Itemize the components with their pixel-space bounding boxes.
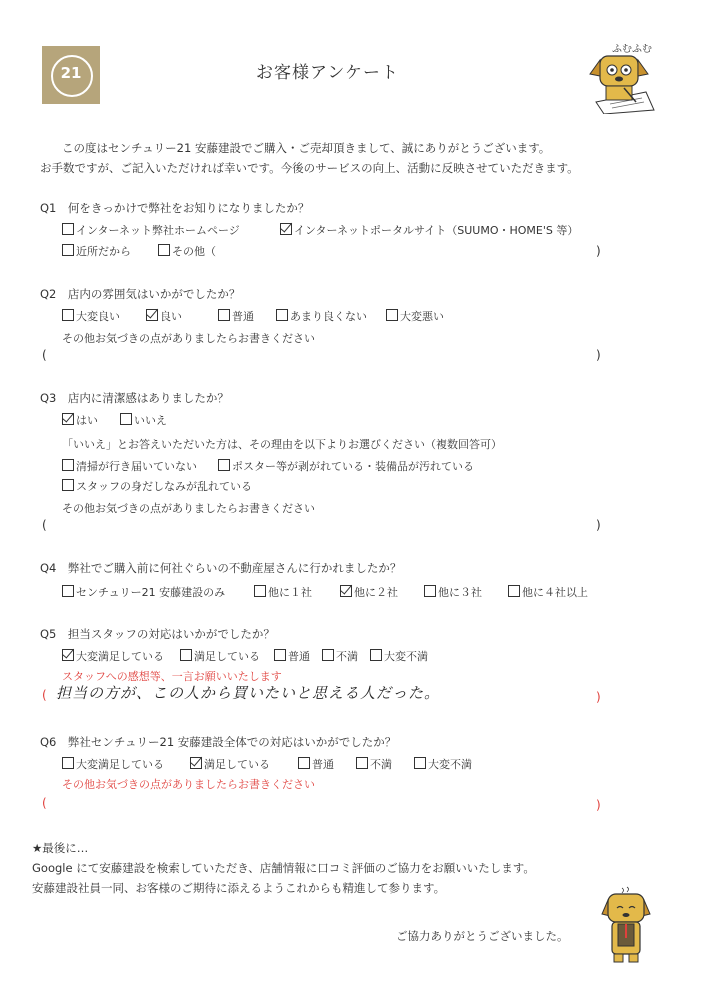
q6-comment-note: その他お気づきの点がありましたらお書きください (62, 778, 315, 791)
q1-option-homepage[interactable] (62, 222, 240, 238)
q4-option-4-plus[interactable] (508, 584, 588, 600)
dog-mascot-bowing-icon (600, 886, 652, 966)
option-label: いいえ (134, 414, 167, 427)
option-label: 普通 (232, 310, 254, 323)
option-label: スタッフの身だしなみが乱れている (76, 480, 252, 493)
q2-option-good[interactable] (146, 308, 182, 324)
checkbox-checked[interactable] (62, 649, 74, 661)
checkbox[interactable] (120, 413, 132, 425)
q6-option-satisfied[interactable] (190, 756, 270, 772)
q2-option-not-good[interactable] (276, 308, 367, 324)
q4-option-3-others[interactable] (424, 584, 482, 600)
option-label: はい (76, 414, 98, 427)
q4-option-1-other[interactable] (254, 584, 312, 600)
q2-question: Q2 店内の雰囲気はいかがでしたか？ (40, 287, 241, 301)
q3-comment-note: その他お気づきの点がありましたらお書きください (62, 502, 315, 515)
option-label: あまり良くない (290, 310, 367, 323)
option-label: 大変満足している (76, 650, 164, 663)
intro-line-2: お手数ですが、ご記入いただければ幸いです。今後のサービスの向上、活動に反映させていただきます。 (40, 161, 579, 175)
q6-option-normal[interactable] (298, 756, 334, 772)
q3-option-yes[interactable] (62, 412, 98, 428)
checkbox[interactable] (370, 649, 382, 661)
option-label: その他（ (172, 245, 216, 258)
checkbox[interactable] (414, 757, 426, 769)
q3-reason-staff-appearance[interactable] (62, 478, 252, 494)
q6-comment-field[interactable] (52, 794, 592, 812)
checkbox-checked[interactable] (280, 223, 292, 235)
q2-option-normal[interactable] (218, 308, 254, 324)
option-label: 他に２社 (354, 586, 398, 599)
checkbox[interactable] (180, 649, 192, 661)
q5-option-satisfied[interactable] (180, 648, 260, 664)
checkbox[interactable] (62, 459, 74, 471)
checkbox[interactable] (158, 244, 170, 256)
logo-text: 21 (60, 64, 82, 82)
checkbox-checked[interactable] (190, 757, 202, 769)
q3-instruction: 「いいえ」とお答えいただいた方は、その理由を以下よりお選びください（複数回答可） (62, 438, 502, 451)
q3-option-no[interactable] (120, 412, 167, 428)
page-title: お客様アンケート (256, 63, 399, 83)
q6-close-paren: ) (596, 798, 601, 812)
option-label: 良い (160, 310, 182, 323)
checkbox[interactable] (62, 223, 74, 235)
mascot-caption: ふむふむ (612, 44, 652, 55)
q2-option-very-good[interactable] (62, 308, 120, 324)
q3-comment-field[interactable] (52, 516, 592, 534)
q5-comment-note: スタッフへの感想等、一言お願いいたします (62, 670, 282, 683)
checkbox[interactable] (254, 585, 266, 597)
checkbox[interactable] (356, 757, 368, 769)
q3-question: Q3 店内に清潔感はありましたか？ (40, 391, 229, 405)
q5-open-paren: ( (42, 688, 47, 702)
checkbox[interactable] (62, 757, 74, 769)
option-label: 他に１社 (268, 586, 312, 599)
checkbox-checked[interactable] (62, 413, 74, 425)
option-label: インターネット弊社ホームページ (76, 224, 240, 237)
option-label: センチュリー21 安藤建設のみ (76, 586, 226, 599)
dog-mascot-writing-icon (586, 52, 658, 114)
option-label: 大変不満 (428, 758, 472, 771)
checkbox[interactable] (218, 309, 230, 321)
q6-option-dissatisfied[interactable] (356, 756, 392, 772)
option-label: ポスター等が剥がれている・装備品が汚れている (232, 460, 474, 473)
q1-option-portal[interactable] (280, 222, 578, 238)
q1-question: Q1 何をきっかけで弊社をお知りになりましたか？ (40, 201, 310, 215)
closing-line-1: Google にて安藤建設を検索していただき、店舗情報に口コミ評価のご協力をお願いいたします。 (32, 861, 535, 875)
closing-line-2: 安藤建設社員一同、お客様のご期待に添えるようこれからも精進して参ります。 (32, 881, 446, 895)
checkbox[interactable] (62, 309, 74, 321)
intro-line-1: この度はセンチュリー21 安藤建設でご購入・ご売却頂きまして、誠にありがとうございます。 (62, 141, 551, 155)
q5-close-paren: ) (596, 690, 601, 704)
checkbox[interactable] (424, 585, 436, 597)
q3-reason-cleaning[interactable] (62, 458, 197, 474)
checkbox[interactable] (508, 585, 520, 597)
option-label: 大変不満 (384, 650, 428, 663)
checkbox[interactable] (386, 309, 398, 321)
q5-handwritten-comment[interactable]: 担当の方が、この人から買いたいと思える人だった。 (56, 684, 441, 702)
option-label: 大変良い (76, 310, 120, 323)
checkbox[interactable] (62, 479, 74, 491)
q5-option-normal[interactable] (274, 648, 310, 664)
checkbox[interactable] (218, 459, 230, 471)
q5-option-dissatisfied[interactable] (322, 648, 358, 664)
century21-logo (42, 46, 100, 104)
q6-question: Q6 弊社センチュリー21 安藤建設全体での対応はいかがでしたか？ (40, 735, 397, 749)
q6-open-paren: ( (42, 796, 47, 810)
checkbox[interactable] (62, 244, 74, 256)
option-label: 満足している (204, 758, 270, 771)
option-label: 大変満足している (76, 758, 164, 771)
closing-heading: ★最後に… (32, 841, 89, 855)
q2-option-very-bad[interactable] (386, 308, 444, 324)
option-label: 清掃が行き届いていない (76, 460, 197, 473)
q3-reason-poster[interactable] (218, 458, 474, 474)
q1-close-paren: ) (596, 244, 601, 258)
closing-thanks: ご協力ありがとうございました。 (396, 929, 569, 943)
option-label: 不満 (370, 758, 392, 771)
q3-open-paren: ( (42, 518, 47, 532)
q5-option-very-satisfied[interactable] (62, 648, 164, 664)
option-label: 不満 (336, 650, 358, 663)
q6-option-very-satisfied[interactable] (62, 756, 164, 772)
q2-comment-field[interactable] (52, 346, 592, 364)
checkbox[interactable] (322, 649, 334, 661)
option-label: 他に４社以上 (522, 586, 588, 599)
option-label: 大変悪い (400, 310, 444, 323)
option-label: 近所だから (76, 245, 131, 258)
option-label: 他に３社 (438, 586, 482, 599)
q4-option-only-us[interactable] (62, 584, 225, 600)
q1-option-other[interactable] (158, 243, 216, 259)
checkbox-checked[interactable] (146, 309, 158, 321)
checkbox-checked[interactable] (340, 585, 352, 597)
q2-open-paren: ( (42, 348, 47, 362)
checkbox[interactable] (298, 757, 310, 769)
option-label: 満足している (194, 650, 260, 663)
option-label: 普通 (312, 758, 334, 771)
q2-comment-note: その他お気づきの点がありましたらお書きください (62, 332, 315, 345)
q4-question: Q4 弊社でご購入前に何社ぐらいの不動産屋さんに行かれましたか？ (40, 561, 402, 575)
checkbox[interactable] (62, 585, 74, 597)
checkbox[interactable] (276, 309, 288, 321)
q2-close-paren: ) (596, 348, 601, 362)
q1-option-neighborhood[interactable] (62, 243, 131, 259)
option-label: インターネットポータルサイト（SUUMO・HOME'S 等） (294, 224, 579, 237)
q5-question: Q5 担当スタッフの対応はいかがでしたか？ (40, 627, 275, 641)
option-label: 普通 (288, 650, 310, 663)
q3-close-paren: ) (596, 518, 601, 532)
q6-option-very-dissatisfied[interactable] (414, 756, 472, 772)
q4-option-2-others[interactable] (340, 584, 398, 600)
checkbox[interactable] (274, 649, 286, 661)
q5-option-very-dissatisfied[interactable] (370, 648, 428, 664)
